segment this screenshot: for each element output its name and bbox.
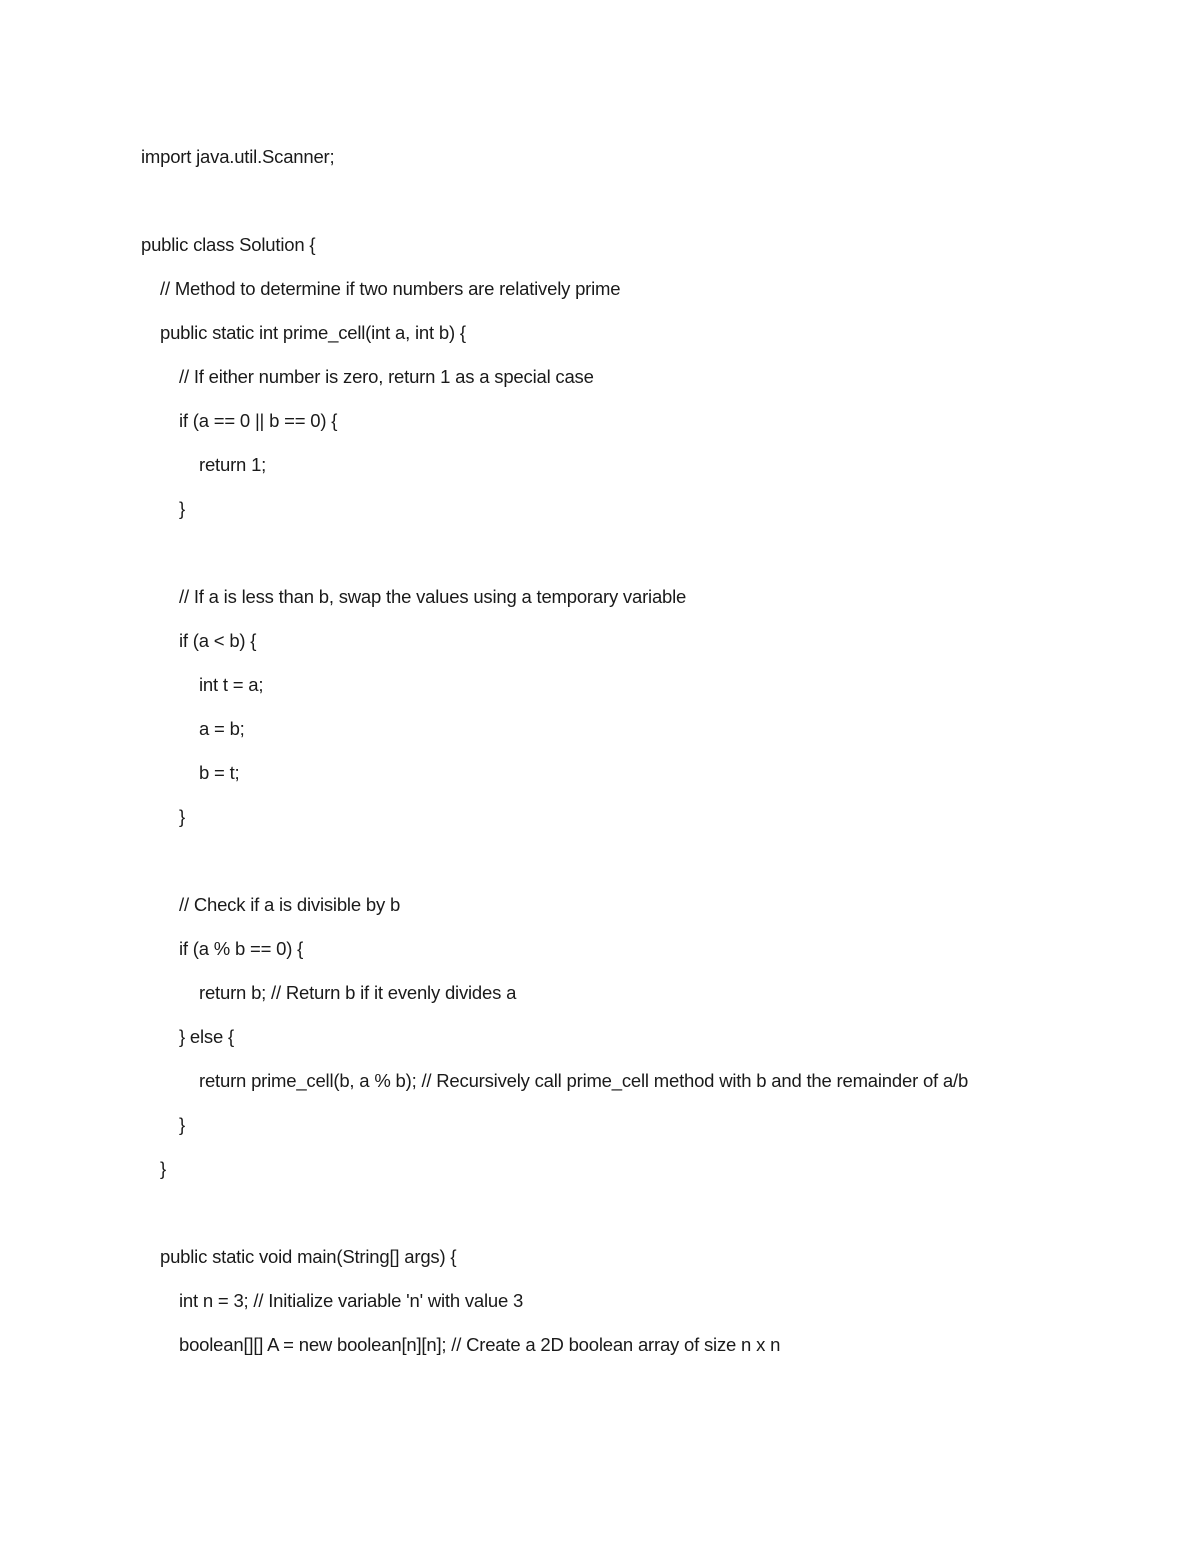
- code-line: if (a % b == 0) {: [179, 938, 304, 959]
- code-line: public static int prime_cell(int a, int b) {: [160, 322, 466, 343]
- blank-line: [141, 1198, 1161, 1242]
- code-line: int n = 3; // Initialize variable 'n' with value 3: [179, 1290, 524, 1311]
- code-listing: [141, 142, 1161, 1374]
- code-line: }: [179, 806, 185, 827]
- code-line: boolean[][] A = new boolean[n][n]; // Create a 2D boolean array of size n x n: [179, 1334, 781, 1355]
- code-comment: // If either number is zero, return 1 as a special case: [179, 366, 594, 387]
- code-line: }: [179, 498, 185, 519]
- blank-line: [141, 186, 1161, 230]
- code-line: public static void main(String[] args) {: [160, 1246, 457, 1267]
- code-line: import java.util.Scanner;: [141, 146, 335, 167]
- code-comment: // If a is less than b, swap the values using a temporary variable: [179, 586, 687, 607]
- blank-line: [141, 538, 1161, 582]
- code-line: if (a < b) {: [179, 630, 257, 651]
- code-line: public class Solution {: [141, 234, 316, 255]
- code-line: b = t;: [199, 762, 240, 783]
- code-line: return 1;: [199, 454, 267, 475]
- code-comment: // Method to determine if two numbers are relatively prime: [160, 278, 621, 299]
- code-line: }: [160, 1158, 166, 1179]
- blank-line: [141, 846, 1161, 890]
- code-line: if (a == 0 || b == 0) {: [179, 410, 338, 431]
- code-line: } else {: [179, 1026, 234, 1047]
- code-comment: // Check if a is divisible by b: [179, 894, 401, 915]
- code-line: return prime_cell(b, a % b); // Recursively call prime_cell method with b and the remainder of a/b: [199, 1070, 969, 1091]
- code-line: a = b;: [199, 718, 245, 739]
- code-line: return b; // Return b if it evenly divides a: [199, 982, 517, 1003]
- code-line: int t = a;: [199, 674, 264, 695]
- code-line: }: [179, 1114, 185, 1135]
